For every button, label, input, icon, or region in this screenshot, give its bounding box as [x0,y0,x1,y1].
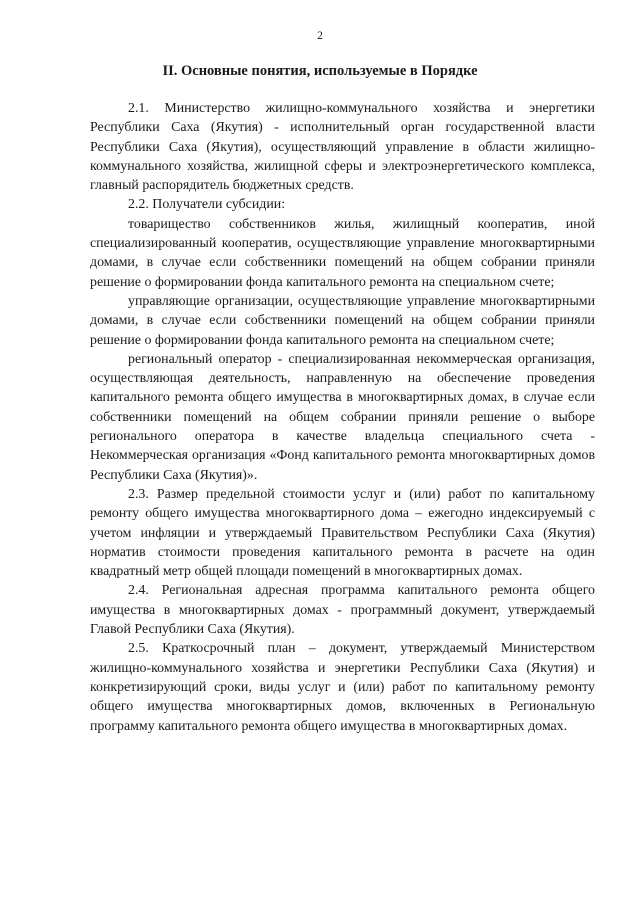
section-heading: II. Основные понятия, используемые в Порядке [162,63,478,79]
paragraph-regional-operator: региональный оператор - специализированная некоммерческая организация, осуществляющая деятельность, направленную на обеспечение проведения капитального ремонта общего имущества в многоквартирных домах, в случае если собственники помещений на общем собрании приняли решение о выборе регионального оператора в качестве владельца специального счета - Некоммерческая организация «Фонд капитального ремонта многоквартирных домов Республики Саха (Якутия)». [90,351,595,483]
section-body [90,99,595,736]
paragraph-regional-program: 2.4. Региональная адресная программа капитального ремонта общего имущества в многоквартирных домах - программный документ, утверждаемый Главой Республики Саха (Якутия). [90,583,595,638]
page-number: 2 [317,30,323,42]
paragraph-ministry-definition: 2.1. Министерство жилищно-коммунального хозяйства и энергетики Республики Саха (Якутия) - исполнительный орган государственной власти Республики Саха (Якутия), осуществляющий управление в области жилищно-коммунального хозяйства, жилищной сферы и электроэнергетического комплекса, главный распорядитель бюджетных средств. [90,101,595,194]
paragraph-cost-limit: 2.3. Размер предельной стоимости услуг и (или) работ по капитальному ремонту общего имущества многоквартирного дома – ежегодно индексируемый с учетом инфляции и утверждаемый Правительством Республики Саха (Якутия) норматив стоимости проведения капитального ремонта в расчете на один квадратный метр общей площади помещений в многоквартирных домах. [90,486,595,580]
paragraph-short-term-plan: 2.5. Краткосрочный план – документ, утверждаемый Министерством жилищно-коммунального хозяйства и энергетики Республики Саха (Якутия) и конкретизирующий сроки, виды услуг и (или) работ по капитальному ремонту общего имущества многоквартирных домов, включенных в Региональную программу капитального ремонта общего имущества в многоквартирных домах. [90,641,595,734]
paragraph-subsidy-recipients: 2.2. Получатели субсидии: [128,197,286,213]
paragraph-management-organizations: управляющие организации, осуществляющие управление многоквартирными домами, в случае если собственники помещений на общем собрании приняли решение о формировании фонда капитального ремонта на специальном счете; [90,293,595,348]
paragraph-hoa-cooperative: товарищество собственников жилья, жилищный кооператив, иной специализированный кооператив, осуществляющие управление многоквартирными домами, в случае если собственники помещений на общем собрании приняли решение о формировании фонда капитального ремонта на специальном счете; [90,216,595,290]
